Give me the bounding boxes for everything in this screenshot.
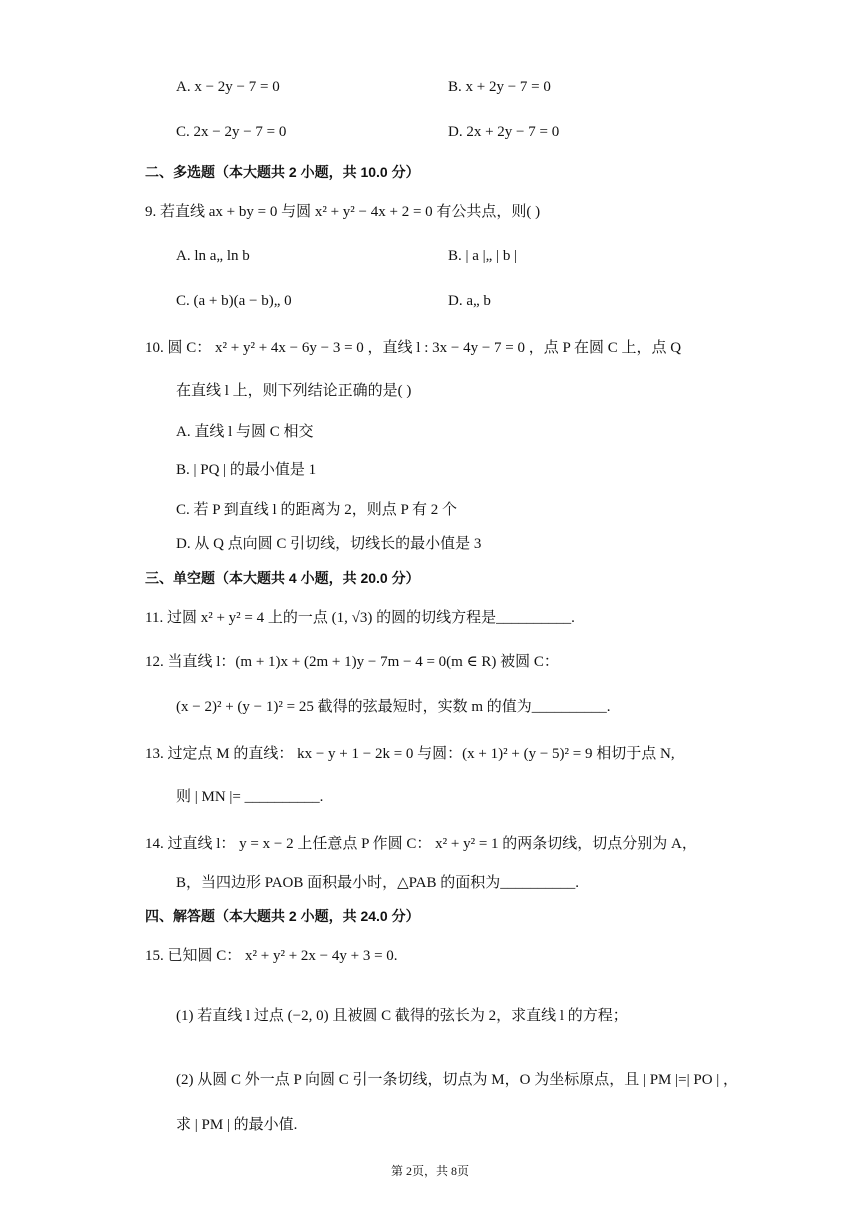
q12-stem-line1: 12. 当直线 l：(m + 1)x + (2m + 1)y − 7m − 4 = 0(m ∈ R) 被圆 C： — [145, 654, 559, 670]
q15-stem: 15. 已知圆 C： x² + y² + 2x − 4y + 3 = 0. — [145, 948, 398, 964]
q15-part1: (1) 若直线 l 过点 (−2, 0) 且被圆 C 截得的弦长为 2，求直线 l 的方程； — [176, 1008, 628, 1024]
q10-option-a: A. 直线 l 与圆 C 相交 — [176, 424, 314, 440]
q15-part2-line1: (2) 从圆 C 外一点 P 向圆 C 引一条切线，切点为 M，O 为坐标原点，且 | PM |=| PO | ， — [176, 1072, 739, 1088]
section-heading-multiple-choice: 二、多选题（本大题共 2 小题，共 10.0 分） — [145, 164, 420, 180]
q10-option-c: C. 若 P 到直线 l 的距离为 2，则点 P 有 2 个 — [176, 502, 457, 518]
q13-stem-line2: 则 | MN |= __________. — [176, 789, 324, 805]
q10-option-d: D. 从 Q 点向圆 C 引切线，切线长的最小值是 3 — [176, 536, 482, 552]
q9-option-d: D. a„ b — [448, 293, 491, 309]
q8-option-d: D. 2x + 2y − 7 = 0 — [448, 124, 560, 140]
q15-part2-line2: 求 | PM | 的最小值. — [176, 1117, 298, 1133]
q14-stem-line2: B，当四边形 PAOB 面积最小时，△PAB 的面积为__________. — [176, 875, 579, 891]
q10-stem-line1: 10. 圆 C： x² + y² + 4x − 6y − 3 = 0 ，直线 l : 3x − 4y − 7 = 0 ，点 P 在圆 C 上，点 Q — [145, 340, 682, 356]
page-footer: 第 2页，共 8页 — [390, 1164, 469, 1178]
q12-stem-line2: (x − 2)² + (y − 1)² = 25 截得的弦最短时，实数 m 的值为__________. — [176, 699, 611, 715]
q10-option-b: B. | PQ | 的最小值是 1 — [176, 462, 317, 478]
q8-option-b: B. x + 2y − 7 = 0 — [448, 79, 551, 95]
q10-stem-line2: 在直线 l 上，则下列结论正确的是( ) — [176, 383, 412, 399]
q8-option-c: C. 2x − 2y − 7 = 0 — [176, 124, 287, 140]
q14-stem-line1: 14. 过直线 l： y = x − 2 上任意点 P 作圆 C： x² + y² = 1 的两条切线，切点分别为 A， — [145, 836, 697, 852]
q8-option-a: A. x − 2y − 7 = 0 — [176, 79, 280, 95]
q9-stem: 9. 若直线 ax + by = 0 与圆 x² + y² − 4x + 2 = 0 有公共点，则( ) — [145, 204, 541, 220]
q9-option-a: A. ln a„ ln b — [176, 248, 250, 264]
section-heading-fill-in: 三、单空题（本大题共 4 小题，共 20.0 分） — [145, 570, 420, 586]
section-heading-solutions: 四、解答题（本大题共 2 小题，共 24.0 分） — [145, 908, 420, 924]
q13-stem-line1: 13. 过定点 M 的直线： kx − y + 1 − 2k = 0 与圆：(x + 1)² + (y − 5)² = 9 相切于点 N, — [145, 746, 675, 762]
q9-option-b: B. | a |„ | b | — [448, 248, 518, 264]
q9-option-c: C. (a + b)(a − b)„ 0 — [176, 293, 292, 309]
q11-stem: 11. 过圆 x² + y² = 4 上的一点 (1, √3) 的圆的切线方程是__________. — [145, 610, 575, 626]
